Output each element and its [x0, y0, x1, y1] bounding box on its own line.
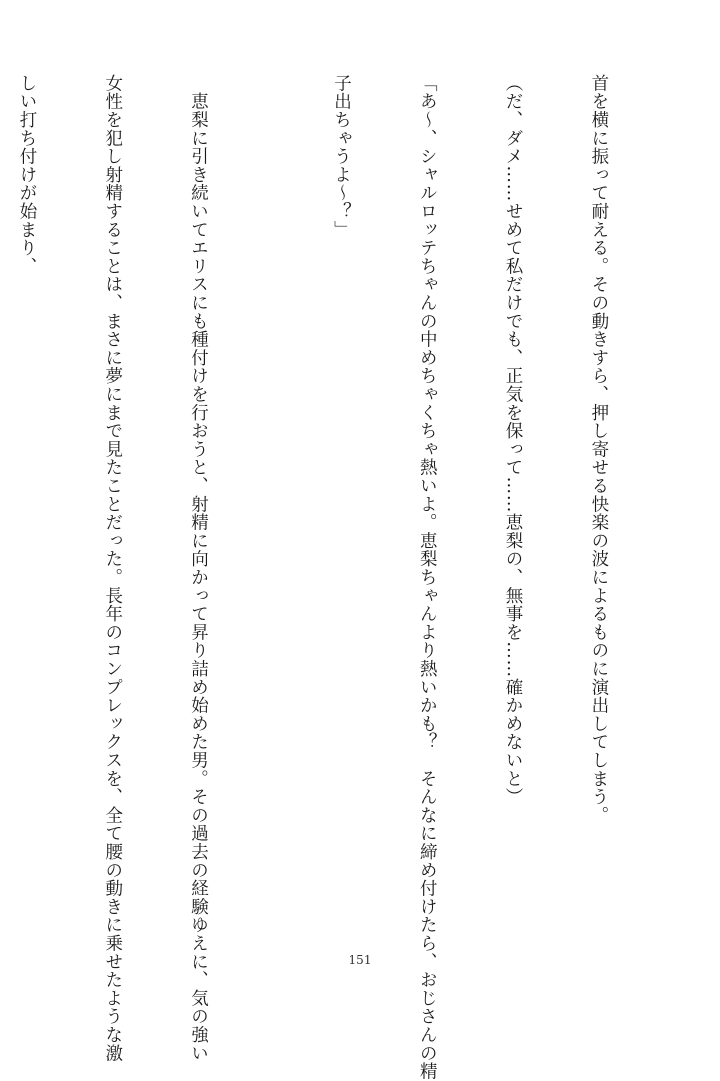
- page-number: 151: [348, 953, 372, 967]
- text-line: 「あ～、シャルロッテちゃんの中めちゃくちゃ熱いよ。恵梨ちゃんより熱いかも？ そんなに締め付けたら、おじさんの精: [417, 74, 438, 1081]
- text-line: 子出ちゃうよ～？」: [331, 74, 352, 239]
- text-line: （だ、ダメ……せめて私だけでも、正気を保って……恵梨の、無事を……確かめないと）: [503, 74, 524, 806]
- text-line: しい打ち付けが始まり、: [16, 74, 37, 276]
- text-line: 恵梨に引き続いてエリスにも種付けを行おうと、射精に向かって昇り詰め始めた男。その過去の経験ゆえに、気の強い: [188, 74, 209, 1063]
- text-line: 首を横に振って耐える。その動きすら、押し寄せる快楽の波によるものに演出してしまう。: [588, 74, 609, 825]
- text-line: 女性を犯し射精することは、まさに夢にまで見たことだった。長年のコンプレックスを、全て腰の動きに乗せたような激: [102, 74, 123, 1063]
